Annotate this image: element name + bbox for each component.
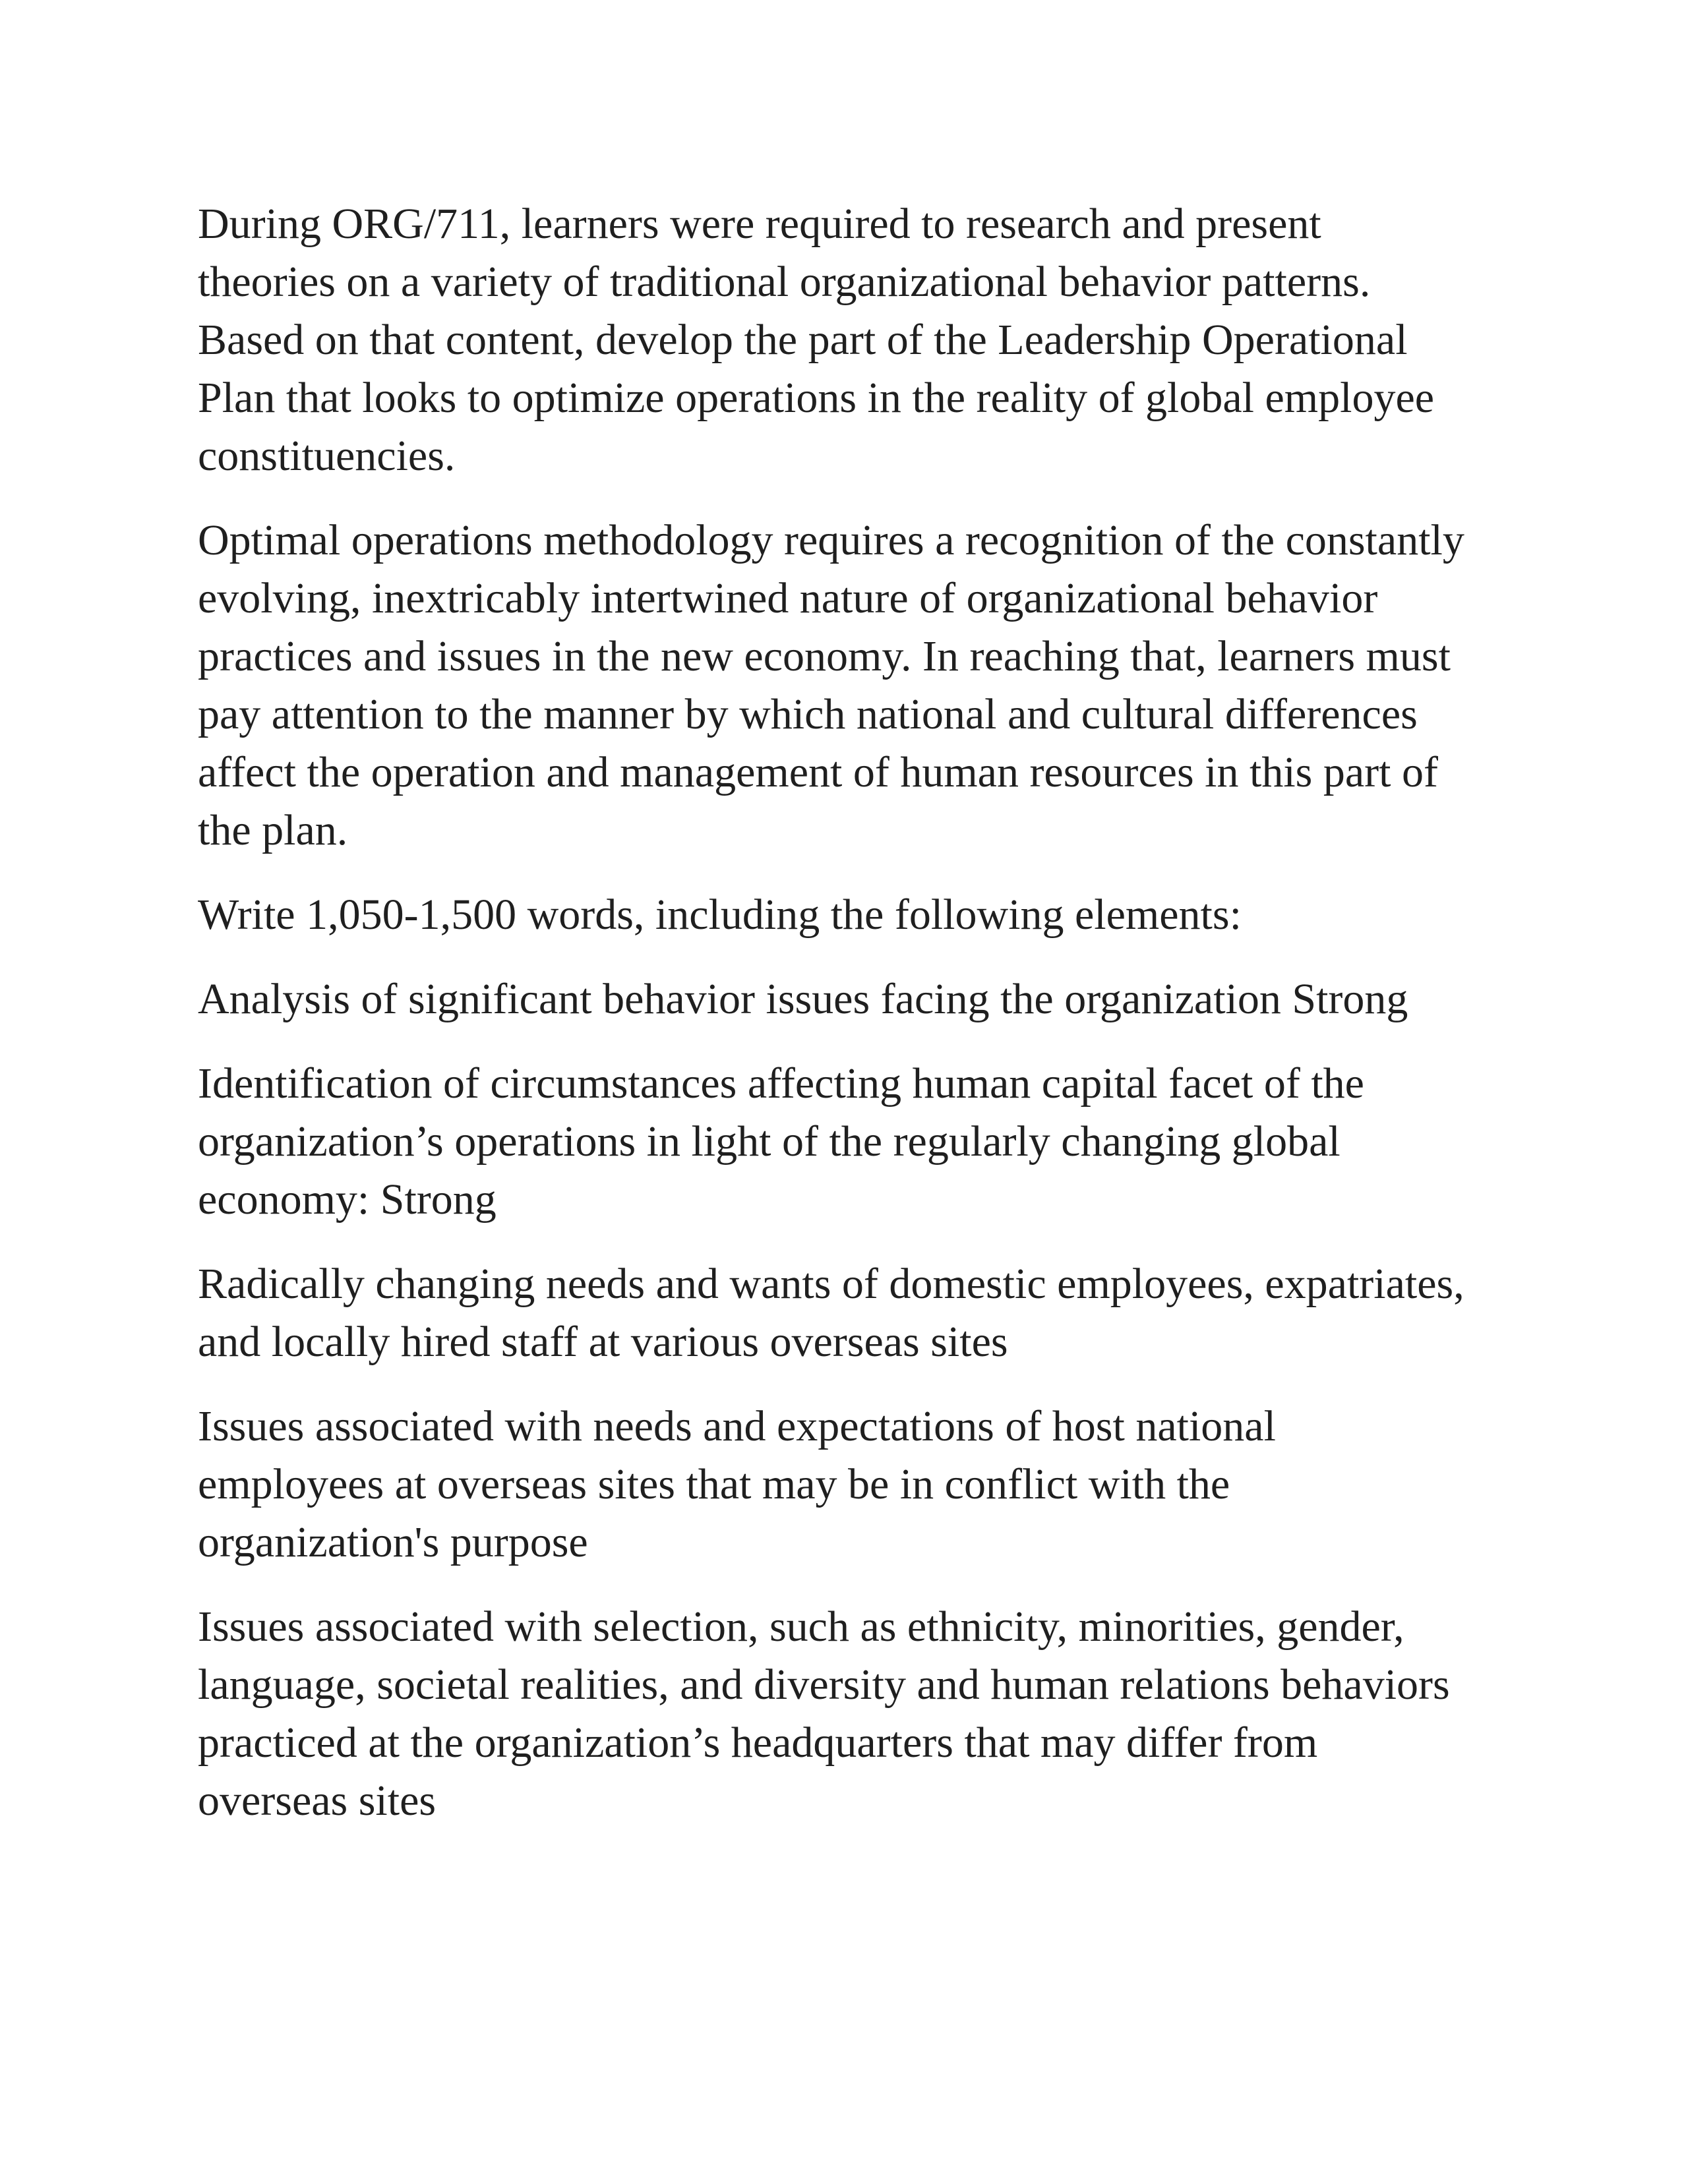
text-line: economy: Strong bbox=[198, 1175, 497, 1224]
text-line: Write 1,050-1,500 words, including the following elements: bbox=[198, 891, 1242, 939]
text-line: Based on that content, develop the part of the Leadership Operational bbox=[198, 316, 1408, 364]
text-line: During ORG/711, learners were required to research and present bbox=[198, 200, 1321, 248]
document-body bbox=[198, 195, 1510, 1856]
text-line: pay attention to the manner by which national and cultural differences bbox=[198, 690, 1418, 738]
text-line: Issues associated with selection, such as ethnicity, minorities, gender, bbox=[198, 1603, 1404, 1651]
text-line: overseas sites bbox=[198, 1777, 437, 1825]
paragraph-element-selection bbox=[198, 1598, 1510, 1830]
paragraph-element-identification bbox=[198, 1055, 1510, 1229]
text-line: Optimal operations methodology requires a recognition of the constantly bbox=[198, 516, 1464, 564]
text-line: and locally hired staff at various overseas sites bbox=[198, 1318, 1008, 1366]
text-line: theories on a variety of traditional organizational behavior patterns. bbox=[198, 258, 1371, 306]
text-line: affect the operation and management of human resources in this part of bbox=[198, 748, 1438, 796]
text-line: language, societal realities, and diversity and human relations behaviors bbox=[198, 1661, 1450, 1709]
text-line: Analysis of significant behavior issues facing the organization Strong bbox=[198, 975, 1408, 1023]
paragraph-element-changing-needs bbox=[198, 1255, 1510, 1371]
text-line: organization’s operations in light of the regularly changing global bbox=[198, 1117, 1341, 1166]
paragraph-element-analysis bbox=[198, 970, 1510, 1028]
paragraph-methodology bbox=[198, 512, 1510, 860]
paragraph-element-host-national bbox=[198, 1398, 1510, 1572]
text-line: Issues associated with needs and expectations of host national bbox=[198, 1402, 1276, 1450]
text-line: Plan that looks to optimize operations in the reality of global employee bbox=[198, 374, 1435, 422]
paragraph-word-count bbox=[198, 886, 1510, 944]
text-line: Identification of circumstances affecting human capital facet of the bbox=[198, 1059, 1364, 1107]
text-line: organization's purpose bbox=[198, 1518, 588, 1566]
text-line: Radically changing needs and wants of domestic employees, expatriates, bbox=[198, 1260, 1464, 1308]
text-line: evolving, inextricably intertwined nature of organizational behavior bbox=[198, 574, 1378, 622]
text-line: practiced at the organization’s headquarters that may differ from bbox=[198, 1719, 1318, 1767]
text-line: practices and issues in the new economy. In reaching that, learners must bbox=[198, 632, 1451, 680]
text-line: the plan. bbox=[198, 806, 348, 854]
paragraph-intro bbox=[198, 195, 1510, 485]
text-line: constituencies. bbox=[198, 432, 456, 480]
text-line: employees at overseas sites that may be in conflict with the bbox=[198, 1460, 1230, 1508]
